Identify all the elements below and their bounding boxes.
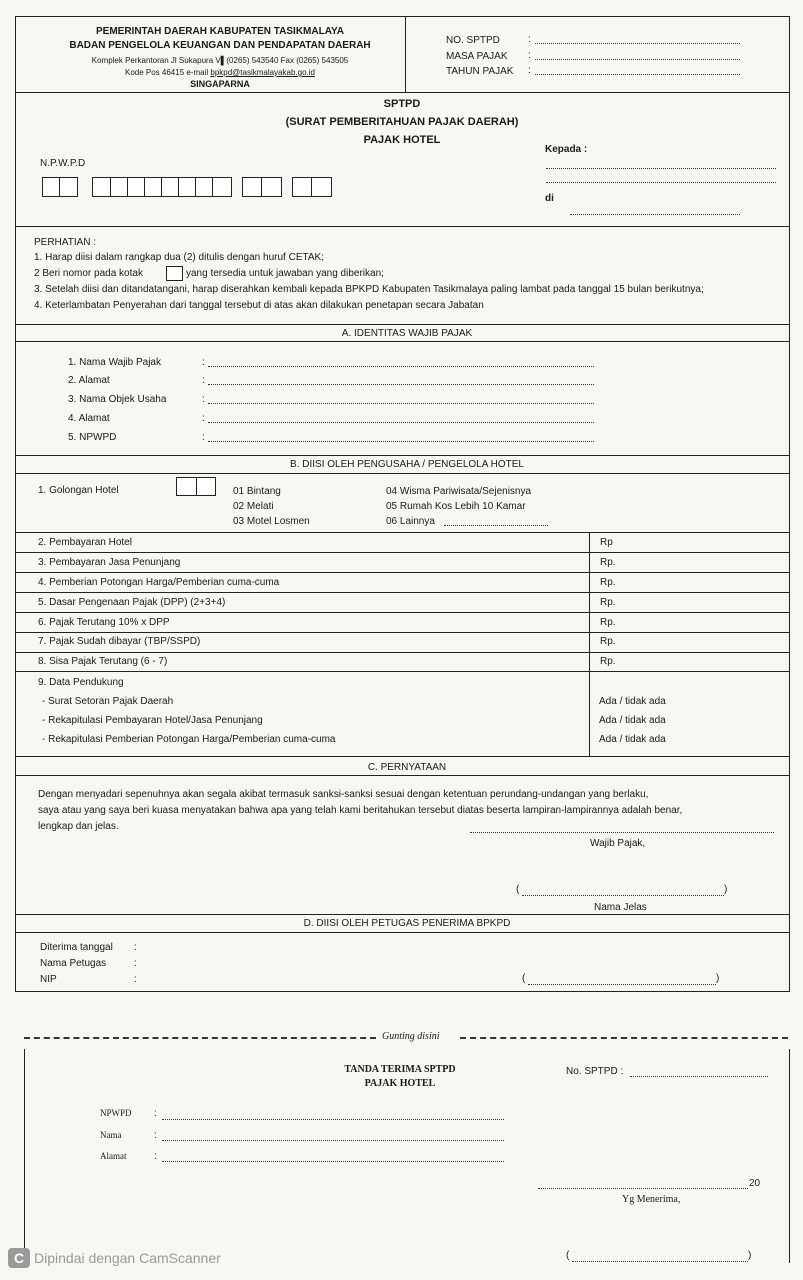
postal-prefix: Kode Pos 46415 e-mail (124, 68, 211, 77)
petugas-signature-field[interactable] (528, 984, 716, 985)
receipt-signature-field[interactable] (572, 1261, 748, 1262)
paren-open: ( (522, 973, 526, 984)
frame-bottom (15, 991, 790, 992)
colon: : (202, 357, 205, 368)
header-postal (40, 68, 400, 77)
colon: : (202, 375, 205, 386)
rp-cell[interactable]: Rp. (600, 617, 616, 628)
petugas-field-label: NIP (40, 974, 57, 985)
identity-field-label: 1. Nama Wajib Pajak (68, 357, 161, 368)
section-d-top-rule (15, 914, 790, 915)
no-sptpd-field[interactable] (535, 43, 740, 44)
receipt-field-label: NPWPD (100, 1108, 132, 1118)
npwpd-label: N.P.W.P.D (40, 158, 86, 169)
header-gov: PEMERINTAH DAERAH KABUPATEN TASIKMALAYA (96, 26, 344, 37)
colon: : (154, 1108, 157, 1119)
lainnya-field[interactable] (444, 525, 548, 526)
rp-cell[interactable]: Rp. (600, 557, 616, 568)
perhatian-item-2a: 2 Beri nomor pada kotak (34, 268, 143, 279)
npwpd-field[interactable] (208, 441, 594, 442)
golongan-box[interactable] (176, 477, 216, 496)
kepada-line-2[interactable] (546, 182, 776, 183)
npwpd-box-group-4[interactable] (292, 177, 332, 197)
tax-row-label: 8. Sisa Pajak Terutang (6 - 7) (38, 656, 168, 667)
section-b-title-rule (15, 473, 790, 474)
receipt-frame-left (24, 1049, 25, 1263)
alamat-objek-field[interactable] (208, 422, 594, 423)
row-rule (15, 572, 790, 573)
golongan-label: 1. Golongan Hotel (38, 485, 119, 496)
paren-close: ) (748, 1250, 752, 1261)
nama-wajib-pajak-field[interactable] (208, 366, 594, 367)
title-bottom-rule (15, 226, 790, 227)
wajib-pajak-label: Wajib Pajak, (590, 838, 646, 849)
colon: : (528, 50, 531, 61)
pernyataan-text-3: lengkap dan jelas. (38, 821, 119, 832)
section-a-title: A. IDENTITAS WAJIB PAJAK (341, 328, 473, 339)
ada-tidak-ada-option[interactable]: Ada / tidak ada (599, 734, 666, 745)
tax-row-label: 2. Pembayaran Hotel (38, 537, 132, 548)
section-a-title-rule (15, 341, 790, 342)
header-field-no-sptpd: NO. SPTPD (446, 35, 500, 46)
section-d-title-rule (15, 932, 790, 933)
identity-field-label: 4. Alamat (68, 413, 110, 424)
receipt-subtitle: PAJAK HOTEL (364, 1078, 436, 1089)
pernyataan-text-2: saya atau yang saya beri kuasa menyatakan bahwa apa yang telah kami beritahukan tersebut diatas beserta lampiran-lampirannya adalah benar, (38, 805, 683, 816)
perhatian-item-1: 1. Harap diisi dalam rangkap dua (2) ditulis dengan huruf CETAK; (34, 252, 324, 263)
golongan-option: 04 Wisma Pariwisata/Sejenisnya (386, 486, 532, 497)
golongan-option: 02 Melati (233, 501, 274, 512)
colon: : (528, 34, 531, 45)
row-rule (15, 632, 790, 633)
golongan-option: 06 Lainnya (386, 516, 435, 527)
row-rule (15, 592, 790, 593)
camscanner-logo-icon: C (8, 1248, 30, 1268)
paren-close: ) (724, 884, 728, 895)
section-d-title: D. DIISI OLEH PETUGAS PENERIMA BPKPD (303, 918, 511, 929)
data-pendukung-item: - Surat Setoran Pajak Daerah (42, 696, 174, 707)
rp-cell[interactable]: Rp (600, 537, 613, 548)
receipt-nama-field[interactable] (162, 1140, 504, 1141)
header-field-tahun: TAHUN PAJAK (446, 66, 514, 77)
cut-line-right (460, 1037, 788, 1039)
rp-cell[interactable]: Rp. (600, 597, 616, 608)
tax-row-label: 7. Pajak Sudah dibayar (TBP/SSPD) (38, 636, 201, 647)
nama-objek-usaha-field[interactable] (208, 403, 594, 404)
colon: : (134, 974, 137, 985)
receipt-no-field[interactable] (630, 1076, 768, 1077)
masa-pajak-field[interactable] (535, 59, 740, 60)
section-c-title-rule (15, 775, 790, 776)
petugas-field-label: Nama Petugas (40, 958, 107, 969)
cut-line-left (24, 1037, 376, 1039)
colon: : (154, 1151, 157, 1162)
row-rule (15, 552, 790, 553)
perhatian-title: PERHATIAN : (34, 237, 97, 248)
data-pendukung-item: - Rekapitulasi Pembayaran Hotel/Jasa Penunjang (42, 715, 263, 726)
camscanner-watermark: Dipindai dengan CamScanner (34, 1250, 221, 1266)
perhatian-item-4: 4. Keterlambatan Penyerahan dari tanggal tersebut di atas akan dilakukan penetapan secara Jabatan (34, 300, 484, 311)
data-pendukung-item: - Rekapitulasi Pemberian Potongan Harga/Pemberian cuma-cuma (42, 734, 336, 745)
frame-right (789, 16, 790, 992)
paren-close: ) (716, 973, 720, 984)
rp-column-divider (589, 532, 590, 756)
section-c-title: C. PERNYATAAN (367, 762, 447, 773)
npwpd-box-group-2[interactable] (92, 177, 232, 197)
title-sptpd: SPTPD (383, 98, 421, 110)
perhatian-item-2b: yang tersedia untuk jawaban yang diberikan; (186, 268, 384, 279)
tax-row-label: 5. Dasar Pengenaan Pajak (DPP) (2+3+4) (38, 597, 226, 608)
wajib-pajak-signature-field[interactable] (522, 895, 724, 896)
colon: : (154, 1130, 157, 1141)
tahun-pajak-field[interactable] (535, 74, 740, 75)
receipt-frame-right (789, 1049, 790, 1263)
ada-tidak-ada-option[interactable]: Ada / tidak ada (599, 696, 666, 707)
receipt-field-label: Alamat (100, 1151, 127, 1161)
frame-top (15, 16, 790, 17)
petugas-field-label: Diterima tanggal (40, 942, 113, 953)
npwpd-box-group-1[interactable] (42, 177, 78, 197)
di-label: di (545, 193, 554, 204)
receipt-field-label: Nama (100, 1130, 122, 1140)
receipt-alamat-field[interactable] (162, 1161, 504, 1162)
header-bottom-rule (15, 92, 790, 93)
header-field-masa: MASA PAJAK (446, 51, 508, 62)
golongan-option: 03 Motel Losmen (233, 516, 310, 527)
row-rule (15, 612, 790, 613)
paren-open: ( (566, 1250, 570, 1261)
header-email: bpkpd@tasikmalayakab.go.id (210, 68, 315, 77)
rp-cell[interactable]: Rp. (600, 577, 616, 588)
colon: : (202, 432, 205, 443)
identity-field-label: 3. Nama Objek Usaha (68, 394, 167, 405)
di-field[interactable] (570, 214, 740, 215)
alamat-field[interactable] (208, 384, 594, 385)
rp-cell[interactable]: Rp. (600, 656, 616, 667)
tax-row-label: 3. Pembayaran Jasa Penunjang (38, 557, 181, 568)
identity-field-label: 5. NPWPD (68, 432, 117, 443)
tempat-tanggal-field[interactable] (470, 832, 774, 833)
paren-open: ( (516, 884, 520, 895)
title-long: (SURAT PEMBERITAHUAN PAJAK DAERAH) (285, 116, 519, 128)
receipt-title: TANDA TERIMA SPTPD (344, 1064, 456, 1075)
kepada-label: Kepada : (545, 144, 588, 155)
section-b-top-rule (15, 455, 790, 456)
rp-cell[interactable]: Rp. (600, 636, 616, 647)
colon: : (202, 394, 205, 405)
perhatian-item-3: 3. Setelah diisi dan ditandatangani, harap diserahkan kembali kepada BPKPD Kabupaten Tasikmalaya paling lambat pada tanggal 15 bulan berikutnya; (34, 284, 704, 295)
tax-row-label: 4. Pemberian Potongan Harga/Pemberian cuma-cuma (38, 577, 280, 588)
receipt-date-field[interactable] (538, 1188, 748, 1189)
receipt-no-label: No. SPTPD : (566, 1066, 624, 1077)
row-rule (15, 671, 790, 672)
cut-label: Gunting disini (382, 1031, 440, 1042)
colon: : (528, 65, 531, 76)
header-agency: BADAN PENGELOLA KEUANGAN DAN PENDAPATAN DAERAH (69, 40, 371, 51)
frame-left (15, 16, 16, 992)
row-rule (15, 756, 790, 757)
identity-field-label: 2. Alamat (68, 375, 110, 386)
header-divider (405, 16, 406, 92)
ada-tidak-ada-option[interactable]: Ada / tidak ada (599, 715, 666, 726)
colon: : (134, 958, 137, 969)
title-pajak-hotel: PAJAK HOTEL (363, 134, 441, 146)
sample-checkbox (166, 266, 183, 281)
header-address: Komplek Perkantoran Jl Sukapura V▌(0265) 543540 Fax (0265) 543505 (91, 56, 349, 65)
section-a-top-rule (15, 324, 790, 325)
golongan-option: 05 Rumah Kos Lebih 10 Kamar (386, 501, 526, 512)
section-b-title: B. DIISI OLEH PENGUSAHA / PENGELOLA HOTEL (290, 459, 524, 470)
npwpd-box-group-3[interactable] (242, 177, 282, 197)
receipt-penerima-label: Yg Menerima, (622, 1194, 681, 1205)
colon: : (134, 942, 137, 953)
row-rule (15, 652, 790, 653)
kepada-line-1[interactable] (546, 168, 776, 169)
row-rule (15, 532, 790, 533)
nama-jelas-label: Nama Jelas (594, 902, 647, 913)
colon: : (202, 413, 205, 424)
header-city: SINGAPARNA (190, 79, 250, 89)
receipt-npwpd-field[interactable] (162, 1119, 504, 1120)
golongan-option: 01 Bintang (233, 486, 281, 497)
pernyataan-text-1: Dengan menyadari sepenuhnya akan segala akibat termasuk sanksi-sanksi sesuai dengan ketentuan perundang-undangan yang berlaku, (38, 789, 649, 800)
data-pendukung-title: 9. Data Pendukung (38, 677, 124, 688)
receipt-year: 20 (749, 1178, 761, 1189)
tax-row-label: 6. Pajak Terutang 10% x DPP (38, 617, 170, 628)
